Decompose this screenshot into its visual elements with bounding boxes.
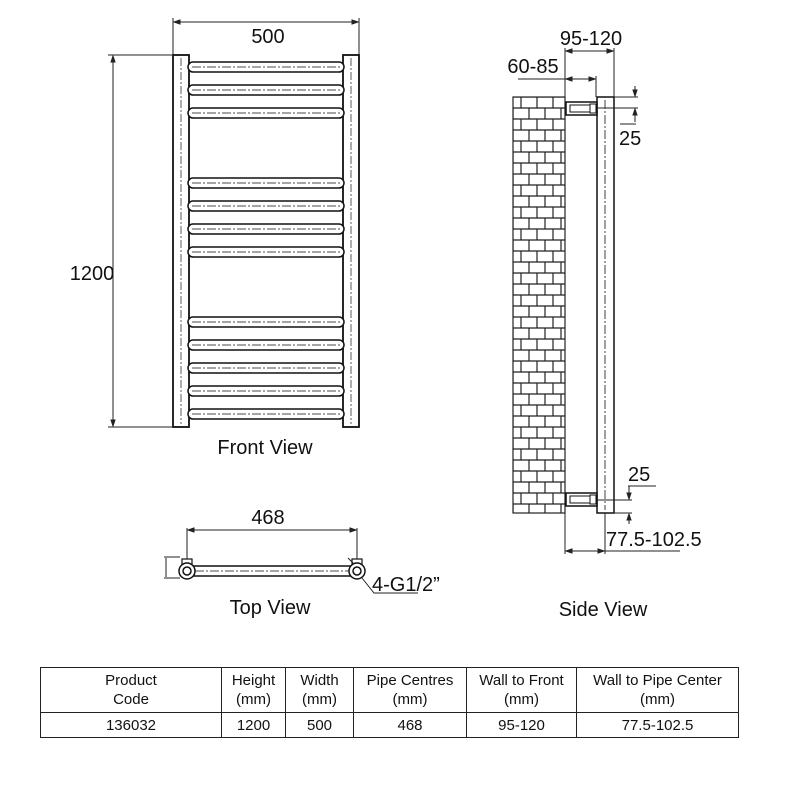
wall-to-front-label: 95-120 bbox=[559, 28, 623, 50]
top-view-label: Top View bbox=[229, 597, 311, 619]
height-dimension bbox=[108, 55, 172, 427]
radiator-profile bbox=[597, 97, 614, 513]
brick-wall bbox=[513, 97, 565, 513]
width-dim-label: 500 bbox=[251, 26, 285, 48]
cell-wall-to-pipe-center: 77.5-102.5 bbox=[577, 713, 739, 738]
side-view bbox=[507, 28, 701, 621]
header-pipe-centres: Pipe Centres (mm) bbox=[354, 668, 467, 713]
rail bbox=[188, 178, 344, 188]
top-offset-label: 25 bbox=[619, 128, 642, 150]
rail bbox=[188, 62, 344, 72]
header-wall-to-front: Wall to Front (mm) bbox=[467, 668, 577, 713]
radiator-rails bbox=[188, 62, 344, 419]
cell-pipe-centres: 468 bbox=[354, 713, 467, 738]
rail bbox=[188, 386, 344, 396]
side-view-label: Side View bbox=[558, 599, 648, 621]
wall-brackets bbox=[566, 102, 597, 506]
rail bbox=[188, 247, 344, 257]
wall-to-bracket-label: 60-85 bbox=[507, 56, 559, 78]
spec-table bbox=[40, 667, 739, 738]
rail bbox=[188, 201, 344, 211]
rail bbox=[188, 363, 344, 373]
pipe-centres-dim-label: 468 bbox=[251, 507, 285, 529]
rail bbox=[188, 409, 344, 419]
cell-height: 1200 bbox=[222, 713, 286, 738]
front-view-label: Front View bbox=[217, 437, 313, 459]
cell-width: 500 bbox=[286, 713, 354, 738]
height-dim-label: 1200 bbox=[69, 263, 115, 285]
header-height: Height (mm) bbox=[222, 668, 286, 713]
table-header-row bbox=[41, 668, 739, 713]
front-view bbox=[70, 18, 359, 459]
rail bbox=[188, 317, 344, 327]
cell-wall-to-front: 95-120 bbox=[467, 713, 577, 738]
rail bbox=[188, 224, 344, 234]
header-width: Width (mm) bbox=[286, 668, 354, 713]
wall-to-pipe-center-label: 77.5-102.5 bbox=[606, 529, 702, 551]
top-view-bar bbox=[179, 559, 365, 579]
top-view bbox=[164, 507, 440, 619]
bottom-offset-label: 25 bbox=[628, 464, 651, 486]
header-wall-to-pipe-center: Wall to Pipe Center (mm) bbox=[577, 668, 739, 713]
wall-to-front-dimension bbox=[565, 48, 614, 97]
cell-product-code: 136032 bbox=[41, 713, 222, 738]
rail bbox=[188, 108, 344, 118]
table-row bbox=[41, 713, 739, 738]
header-product-code: Product Code bbox=[41, 668, 222, 713]
rail bbox=[188, 85, 344, 95]
rail bbox=[188, 340, 344, 350]
wall-to-bracket-dimension bbox=[518, 76, 596, 97]
connection-label: 4-G1/2” bbox=[372, 574, 440, 596]
